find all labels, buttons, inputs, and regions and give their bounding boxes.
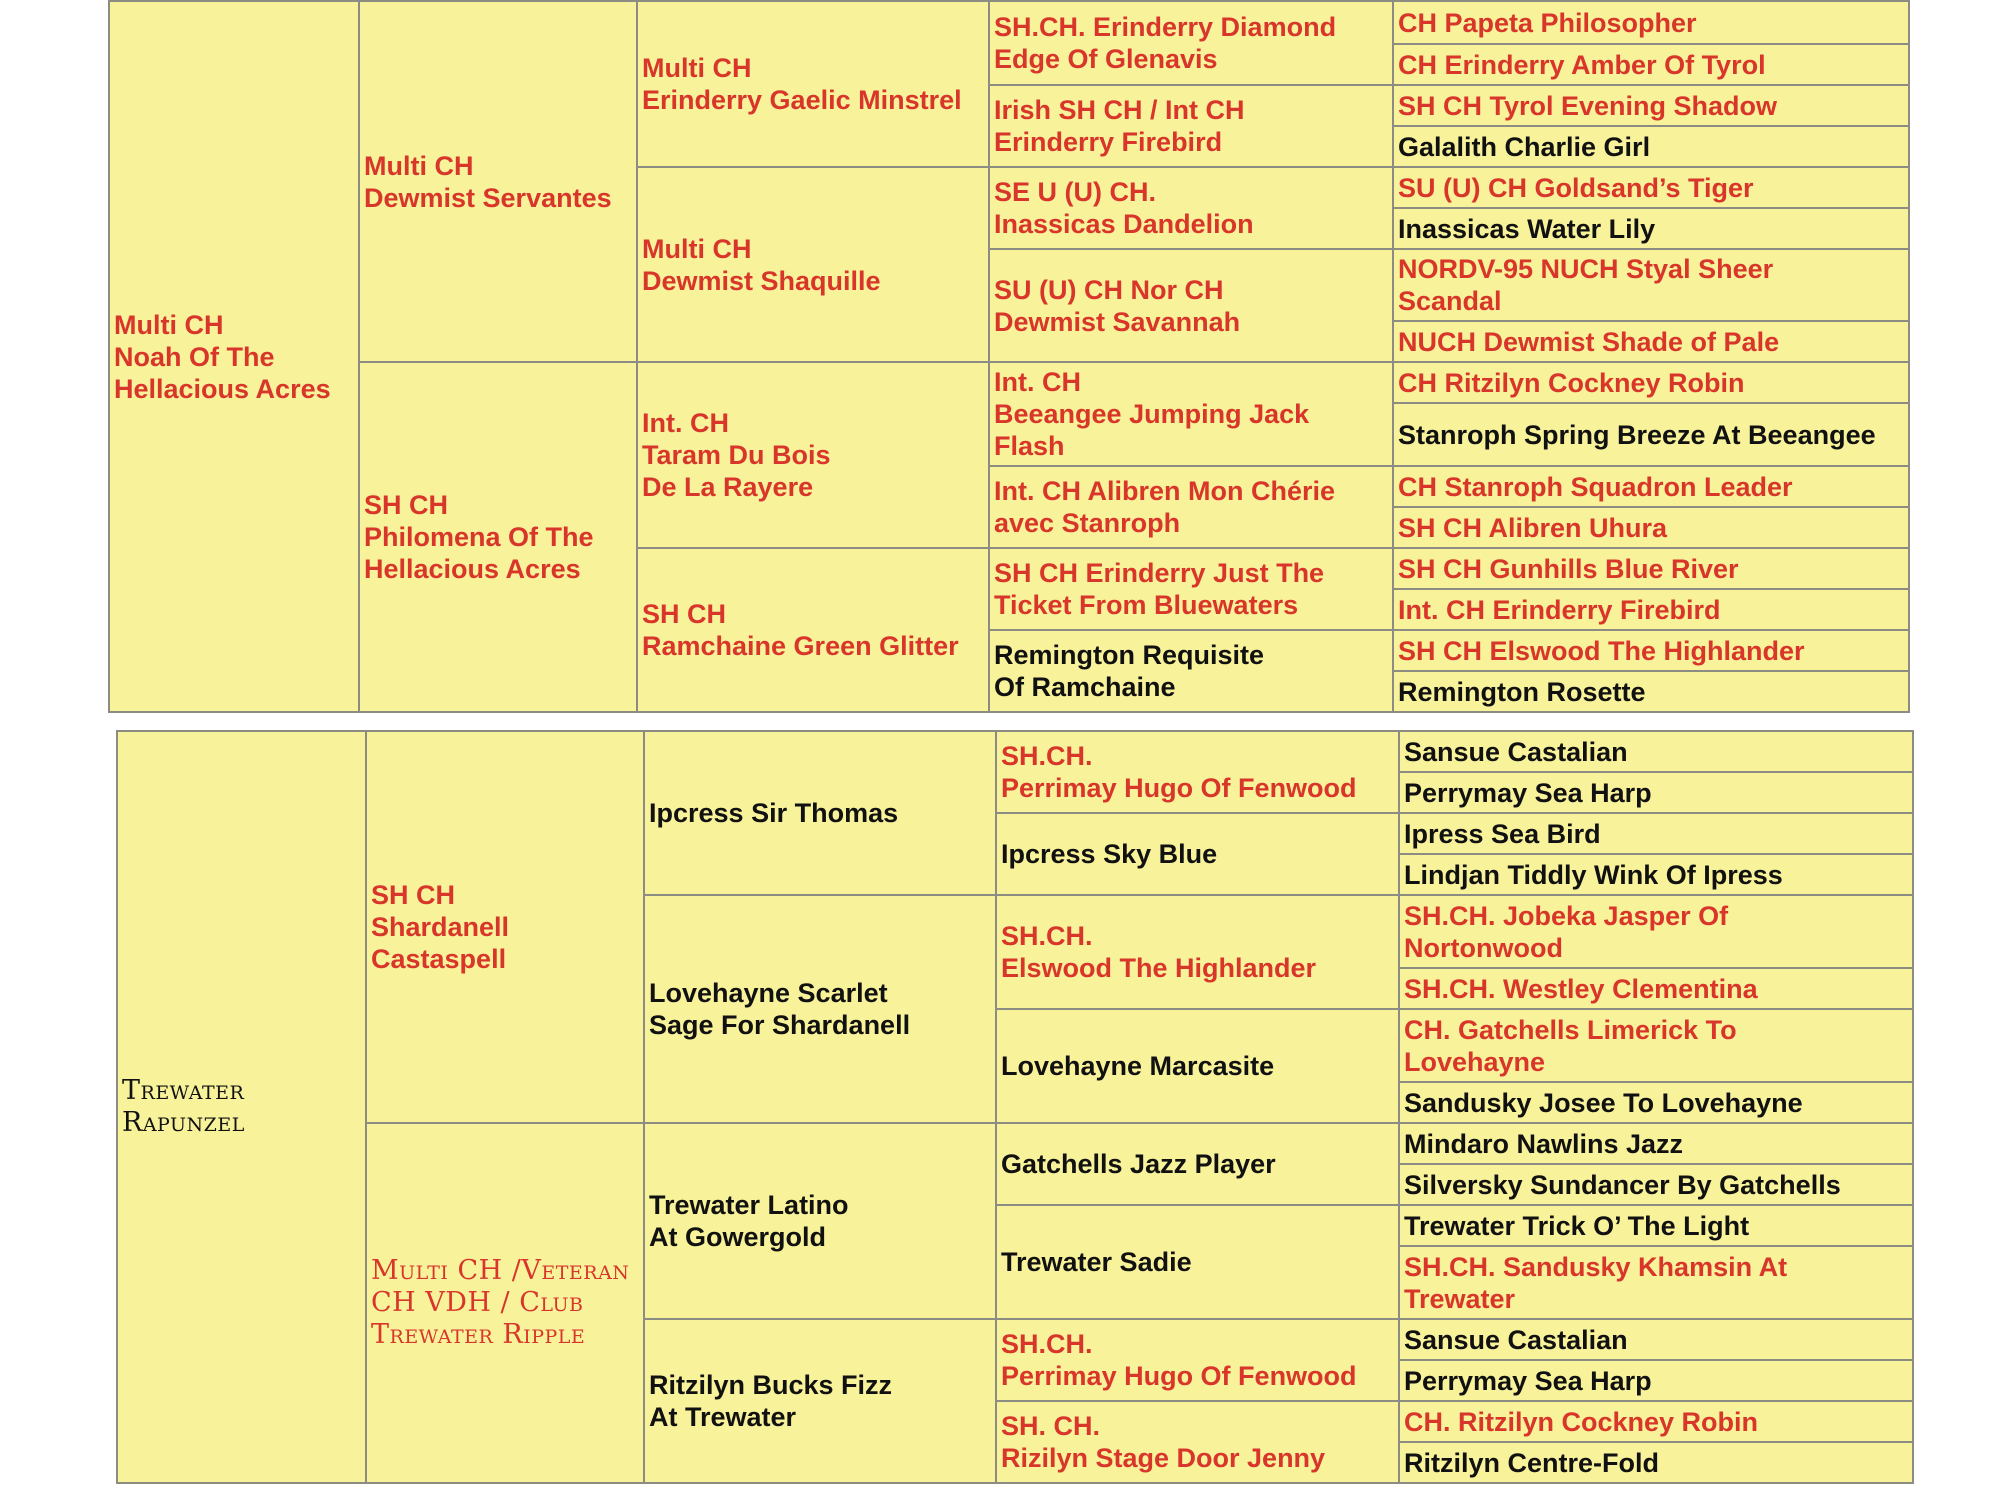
p2-subject: Trewater Rapunzel bbox=[117, 731, 366, 1483]
p2-ancestor: Sandusky Josee To Lovehayne bbox=[1399, 1082, 1913, 1123]
p1-dam-sire-sire: Int. CH Beeangee Jumping Jack Flash bbox=[989, 362, 1393, 466]
p1-ancestor: Remington Rosette bbox=[1393, 671, 1909, 712]
p2-dam-sire-dam: Trewater Sadie bbox=[996, 1205, 1399, 1319]
p2-sire: SH CH Shardanell Castaspell bbox=[366, 731, 644, 1123]
p1-dam-dam: SH CH Ramchaine Green Glitter bbox=[637, 548, 989, 712]
p2-ancestor: CH. Gatchells Limerick To Lovehayne bbox=[1399, 1009, 1913, 1082]
p1-sire: Multi CH Dewmist Servantes bbox=[359, 1, 637, 362]
p2-ancestor: Perrymay Sea Harp bbox=[1399, 1360, 1913, 1401]
p1-ancestor: Galalith Charlie Girl bbox=[1393, 126, 1909, 167]
p1-ancestor: SH CH Gunhills Blue River bbox=[1393, 548, 1909, 589]
p1-sire-sire: Multi CH Erinderry Gaelic Minstrel bbox=[637, 1, 989, 167]
p1-ancestor: SH CH Elswood The Highlander bbox=[1393, 630, 1909, 671]
p2-sire-dam-sire: SH.CH. Elswood The Highlander bbox=[996, 895, 1399, 1009]
p1-ancestor: SH CH Alibren Uhura bbox=[1393, 507, 1909, 548]
p2-dam-dam: Ritzilyn Bucks Fizz At Trewater bbox=[644, 1319, 996, 1483]
p1-ancestor: Inassicas Water Lily bbox=[1393, 208, 1909, 249]
p2-ancestor: SH.CH. Westley Clementina bbox=[1399, 968, 1913, 1009]
p1-ancestor: CH Papeta Philosopher bbox=[1393, 1, 1909, 44]
p2-sire-sire-sire: SH.CH. Perrimay Hugo Of Fenwood bbox=[996, 731, 1399, 813]
pedigree-table-1 bbox=[108, 0, 1910, 713]
p1-subject: Multi CH Noah Of The Hellacious Acres bbox=[109, 1, 359, 712]
p1-ancestor: NORDV-95 NUCH Styal Sheer Scandal bbox=[1393, 249, 1909, 321]
p1-sire-dam-sire: SE U (U) CH. Inassicas Dandelion bbox=[989, 167, 1393, 249]
p2-ancestor: Ipress Sea Bird bbox=[1399, 813, 1913, 854]
p2-sire-dam-dam: Lovehayne Marcasite bbox=[996, 1009, 1399, 1123]
p1-ancestor: CH Erinderry Amber Of Tyrol bbox=[1393, 44, 1909, 85]
p1-dam: SH CH Philomena Of The Hellacious Acres bbox=[359, 362, 637, 712]
p2-ancestor: Lindjan Tiddly Wink Of Ipress bbox=[1399, 854, 1913, 895]
p1-ancestor: Int. CH Erinderry Firebird bbox=[1393, 589, 1909, 630]
p2-sire-dam: Lovehayne Scarlet Sage For Shardanell bbox=[644, 895, 996, 1123]
p1-ancestor: SH CH Tyrol Evening Shadow bbox=[1393, 85, 1909, 126]
p2-ancestor: Trewater Trick O’ The Light bbox=[1399, 1205, 1913, 1246]
p1-ancestor: Stanroph Spring Breeze At Beeangee bbox=[1393, 403, 1909, 466]
p2-ancestor: CH. Ritzilyn Cockney Robin bbox=[1399, 1401, 1913, 1442]
p2-ancestor: Perrymay Sea Harp bbox=[1399, 772, 1913, 813]
p2-ancestor: Silversky Sundancer By Gatchells bbox=[1399, 1164, 1913, 1205]
p1-ancestor: NUCH Dewmist Shade of Pale bbox=[1393, 321, 1909, 362]
p1-dam-dam-dam: Remington Requisite Of Ramchaine bbox=[989, 630, 1393, 712]
p2-ancestor: Sansue Castalian bbox=[1399, 1319, 1913, 1360]
p1-dam-sire-dam: Int. CH Alibren Mon Chérie avec Stanroph bbox=[989, 466, 1393, 548]
p1-sire-sire-dam: Irish SH CH / Int CH Erinderry Firebird bbox=[989, 85, 1393, 167]
p1-sire-dam-dam: SU (U) CH Nor CH Dewmist Savannah bbox=[989, 249, 1393, 362]
p1-ancestor: SU (U) CH Goldsand’s Tiger bbox=[1393, 167, 1909, 208]
p1-ancestor: CH Ritzilyn Cockney Robin bbox=[1393, 362, 1909, 403]
p2-dam-sire-sire: Gatchells Jazz Player bbox=[996, 1123, 1399, 1205]
p2-sire-sire-dam: Ipcress Sky Blue bbox=[996, 813, 1399, 895]
p2-ancestor: SH.CH. Sandusky Khamsin At Trewater bbox=[1399, 1246, 1913, 1319]
p1-ancestor: CH Stanroph Squadron Leader bbox=[1393, 466, 1909, 507]
p2-dam-sire: Trewater Latino At Gowergold bbox=[644, 1123, 996, 1319]
p1-sire-sire-sire: SH.CH. Erinderry Diamond Edge Of Glenavis bbox=[989, 1, 1393, 85]
p2-dam: Multi CH /Veteran CH VDH / Club Trewater Ripple bbox=[366, 1123, 644, 1483]
p2-dam-dam-dam: SH. CH. Rizilyn Stage Door Jenny bbox=[996, 1401, 1399, 1483]
p2-dam-dam-sire: SH.CH. Perrimay Hugo Of Fenwood bbox=[996, 1319, 1399, 1401]
p1-sire-dam: Multi CH Dewmist Shaquille bbox=[637, 167, 989, 362]
p2-sire-sire: Ipcress Sir Thomas bbox=[644, 731, 996, 895]
p1-dam-sire: Int. CH Taram Du Bois De La Rayere bbox=[637, 362, 989, 548]
p2-ancestor: Sansue Castalian bbox=[1399, 731, 1913, 772]
pedigree-table-2 bbox=[116, 730, 1914, 1484]
p1-dam-dam-sire: SH CH Erinderry Just The Ticket From Bluewaters bbox=[989, 548, 1393, 630]
p2-ancestor: Mindaro Nawlins Jazz bbox=[1399, 1123, 1913, 1164]
p2-ancestor: SH.CH. Jobeka Jasper Of Nortonwood bbox=[1399, 895, 1913, 968]
p2-ancestor: Ritzilyn Centre-Fold bbox=[1399, 1442, 1913, 1483]
